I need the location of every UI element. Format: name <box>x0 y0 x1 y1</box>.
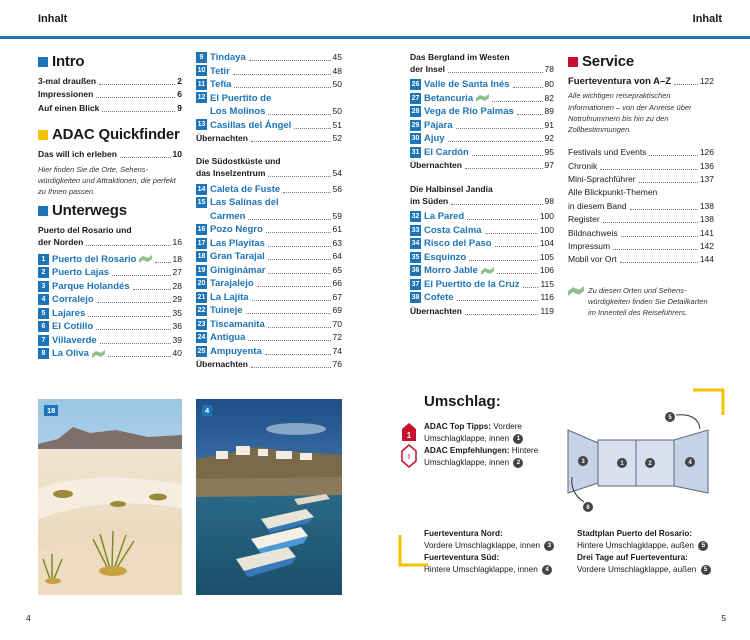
region-heading: Die Halbinsel Jandía <box>410 183 493 194</box>
toc-column-2 <box>196 51 342 372</box>
toc-entry-continued[interactable]: Los Molinos 50 <box>210 106 342 117</box>
header-rule <box>0 36 750 39</box>
empfehlungen-legend: ADAC Empfehlungen: Hintere Umschlagklappe, innen 2 <box>424 446 539 467</box>
blue-square-icon <box>38 57 48 67</box>
leaf-legend: Zu diesen Orten und Sehens-würdigkeiten finden Sie Detailkarten im Innenteil des Reiseführers. <box>568 285 714 319</box>
top-tips-legend: ADAC Top Tipps: Vordere Umschlagklappe, innen 1 <box>424 422 522 443</box>
map-leaf-icon <box>92 350 105 358</box>
toc-entry[interactable]: 16 Pozo Negro 61 <box>197 224 342 236</box>
page-number-right: 5 <box>721 613 726 623</box>
stadtplan-info: Stadtplan Puerto del Rosario: Hintere Umschlagklappe, außen 5 Drei Tage auf Fuerteventura: Vordere Umschlagklappe, außen 5 <box>577 528 711 576</box>
section-intro-heading: Intro <box>38 53 182 70</box>
map-leaf-icon <box>568 286 584 296</box>
toc-column-3 <box>410 51 554 318</box>
toc-entry[interactable]: 33 Costa Calma 100 <box>411 224 554 236</box>
toc-entry[interactable]: 1 Puerto del Rosario 18 <box>38 253 182 267</box>
toc-row[interactable]: in diesem Band 138 <box>568 200 714 211</box>
toc-entry[interactable]: 32 La Pared 100 <box>411 211 554 223</box>
arrow-icon <box>676 415 700 429</box>
toc-row[interactable]: Festivals und Events 126 <box>568 147 714 158</box>
toc-entry[interactable]: 2 Puerto Lajas 27 <box>38 266 182 280</box>
photo-dunes <box>38 399 182 595</box>
photo-number-badge: 18 <box>44 405 58 416</box>
map-leaf-icon <box>481 267 494 275</box>
region-heading-row[interactable]: im Süden 98 <box>410 195 554 206</box>
toc-row[interactable]: Übernachten 119 <box>410 305 554 316</box>
section-unterwegs-heading: Unterwegs <box>38 202 182 219</box>
svg-text:1: 1 <box>406 431 412 440</box>
toc-entry-continued[interactable]: Carmen 59 <box>210 210 342 222</box>
toc-entry[interactable]: 13 Casillas del Ángel 51 <box>197 119 342 131</box>
region-heading-row[interactable]: der Norden 16 <box>38 237 182 248</box>
region-heading-row[interactable]: das Inselzentrum 54 <box>196 168 342 179</box>
running-header-left: Inhalt <box>38 13 68 25</box>
toc-entry[interactable]: 8 La Oliva 40 <box>38 347 182 361</box>
toc-row[interactable]: Das will ich erleben 10 <box>38 149 182 160</box>
running-header-right: Inhalt <box>692 13 722 25</box>
yellow-square-icon <box>38 130 48 140</box>
svg-text:3: 3 <box>581 459 585 465</box>
svg-text:2: 2 <box>648 461 652 467</box>
toc-entry[interactable]: 24 Antigua 72 <box>197 332 342 344</box>
page-number-left: 4 <box>26 613 31 623</box>
toc-column-4 <box>568 51 714 323</box>
toc-entry[interactable]: 31 El Cardón 95 <box>411 146 554 158</box>
toc-row[interactable]: 3-mal draußen 2 <box>38 76 182 86</box>
toc-entry[interactable]: 30 Ajuy 92 <box>411 133 554 145</box>
region-heading: Das Bergland im Westen <box>410 52 510 62</box>
toc-entry[interactable]: 29 Pájara 91 <box>411 119 554 131</box>
toc-row[interactable]: Bildnachweis 141 <box>568 227 714 238</box>
toc-entry[interactable]: 22 Tuineje 69 <box>197 305 342 317</box>
yellow-corner-mark <box>693 390 723 415</box>
service-note: Alle wichtigen reisepraktischen Informationen – von der Anreise über Notrufnummern bis hin zu den Zollbestimmungen. <box>568 91 692 135</box>
top-tip-marker <box>402 423 416 441</box>
toc-entry[interactable]: 7 Villaverde 39 <box>38 334 182 348</box>
photo-harbor <box>196 399 342 595</box>
toc-entry[interactable]: 6 El Cotillo 36 <box>38 320 182 334</box>
toc-entry[interactable]: 34 Risco del Paso 104 <box>411 238 554 250</box>
quickfinder-note: Hier finden Sie die Orte, Sehens-würdigkeiten und Attraktionen, die perfekt zu Ihnen passen. <box>38 164 176 197</box>
toc-entry[interactable]: 28 Vega de Río Palmas 89 <box>411 106 554 118</box>
svg-text:4: 4 <box>688 460 692 466</box>
toc-entry[interactable]: 19 Giniginámar 65 <box>197 264 342 276</box>
toc-entry[interactable]: 23 Tiscamanita 70 <box>197 318 342 330</box>
toc-row[interactable]: Register 138 <box>568 214 714 225</box>
toc-entry[interactable]: 37 El Puertito de la Cruz 115 <box>411 278 554 290</box>
nord-map-info: Fuerteventura Nord: Vordere Umschlagklappe, innen 3 Fuerteventura Süd: Hintere Umschlagklappe, innen 4 <box>424 528 554 576</box>
toc-entry[interactable]: 36 Morro Jable 106 <box>411 265 554 277</box>
red-square-icon <box>568 57 578 67</box>
toc-row[interactable]: Mobil vor Ort 144 <box>568 254 714 265</box>
toc-entry[interactable]: 25 Ampuyenta 74 <box>197 345 342 357</box>
toc-entry[interactable]: 38 Cofete 116 <box>411 292 554 304</box>
toc-entry[interactable]: 3 Parque Holandés 28 <box>38 280 182 294</box>
toc-entry[interactable]: 27 Betancuria 82 <box>411 92 554 104</box>
toc-entry[interactable]: 4 Corralejo 29 <box>38 293 182 307</box>
svg-text:1: 1 <box>620 461 624 467</box>
photo-number-badge: 4 <box>202 405 212 416</box>
recommendation-marker <box>402 445 416 467</box>
svg-text:!: ! <box>407 454 411 461</box>
region-heading-row[interactable]: der Insel 78 <box>410 64 554 74</box>
map-leaf-icon <box>476 94 489 102</box>
toc-entry[interactable]: 20 Tarajalejo 66 <box>197 278 342 290</box>
toc-entry[interactable]: 15 Las Salinas del <box>197 197 279 209</box>
toc-entry[interactable]: 14 Caleta de Fuste 56 <box>197 183 342 195</box>
svg-text:6: 6 <box>586 505 590 511</box>
toc-entry[interactable]: 21 La Lajita 67 <box>197 291 342 303</box>
toc-row[interactable]: Übernachten 52 <box>196 133 342 143</box>
blue-square-icon <box>38 206 48 216</box>
toc-entry[interactable]: 26 Valle de Santa Inés 80 <box>411 79 554 91</box>
toc-entry[interactable]: 5 Lajares 35 <box>38 307 182 321</box>
toc-row[interactable]: Impressum 142 <box>568 241 714 252</box>
toc-row[interactable]: Impressionen 6 <box>38 89 182 100</box>
toc-entry[interactable]: 10 Tetir 48 <box>197 65 342 77</box>
region-heading: Puerto del Rosario und <box>38 225 132 236</box>
toc-entry[interactable]: 12 El Puertito de <box>197 92 272 104</box>
toc-entry[interactable]: 17 Las Playitas 63 <box>197 237 342 249</box>
toc-row[interactable]: Alle Blickpunkt-Themen <box>568 187 658 198</box>
toc-row[interactable]: Auf einen Blick 9 <box>38 102 182 113</box>
section-service-heading: Service <box>568 53 714 70</box>
toc-row[interactable]: Übernachten 97 <box>410 160 554 171</box>
toc-entry[interactable]: 35 Esquinzo 105 <box>411 251 554 263</box>
toc-column-1 <box>38 51 182 361</box>
toc-row[interactable]: Übernachten 76 <box>196 359 342 370</box>
svg-text:5: 5 <box>668 415 672 421</box>
toc-row[interactable]: Fuerteventura von A–Z 122 <box>568 76 714 87</box>
toc-entry[interactable]: 18 Gran Tarajal 64 <box>197 251 342 263</box>
region-heading: Die Südostküste und <box>196 156 281 167</box>
map-leaf-icon <box>139 255 152 263</box>
umschlag-title: Umschlag: <box>424 393 501 410</box>
toc-row[interactable]: Mini-Sprachführer 137 <box>568 174 714 185</box>
toc-entry[interactable]: 9 Tindaya 45 <box>196 51 342 65</box>
toc-row[interactable]: Chronik 136 <box>568 160 714 171</box>
toc-entry[interactable]: 11 Tefía 50 <box>197 79 342 90</box>
section-quickfinder-heading: ADAC Quickfinder <box>38 126 182 143</box>
